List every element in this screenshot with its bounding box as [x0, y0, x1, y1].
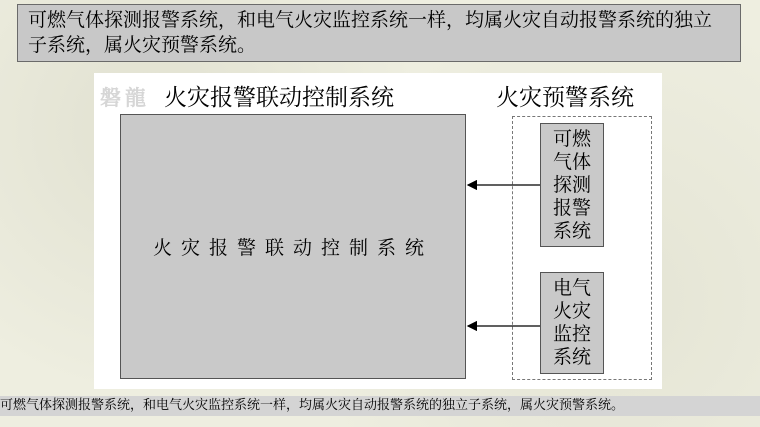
electrical-fire-monitoring-label: 电气火灾监控系统 [552, 277, 591, 368]
caption-bar [0, 396, 760, 416]
main-system-box [120, 114, 466, 379]
caption-text: 可燃气体探测报警系统，和电气火灾监控系统一样，均属火灾自动报警系统的独立子系统，属火灾预警系统。 [0, 398, 625, 413]
electrical-fire-monitoring-box [540, 272, 604, 374]
header-text-box [17, 4, 741, 62]
main-system-label: 火灾报警联动控制系统 [152, 237, 433, 259]
diagram-panel [94, 73, 662, 389]
title-right: 火灾预警系统 [496, 85, 634, 111]
gas-detection-system-label: 可燃气体探测报警系统 [552, 127, 591, 242]
header-text: 可燃气体探测报警系统，和电气火灾监控系统一样，均属火灾自动报警系统的独立子系统，属火灾预警系统。 [28, 9, 713, 56]
title-left: 火灾报警联动控制系统 [164, 85, 394, 111]
watermark-logo: 磐龍 [100, 86, 150, 110]
gas-detection-system-box [540, 123, 604, 247]
